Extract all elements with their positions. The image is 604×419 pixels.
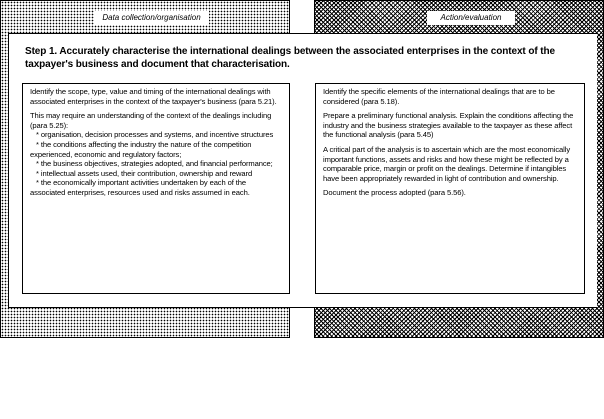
bullet-item: * intellectual assets used, their contribution, ownership and reward: [36, 168, 253, 178]
action-evaluation-label: Action/evaluation: [427, 11, 515, 25]
bullet-item: * organisation, decision processes and systems, and incentive structures: [36, 130, 274, 140]
step-title: Step 1. Accurately characterise the international dealings between the associated enterprises in the context of the taxpayer's business and document that characterisation.: [25, 46, 555, 70]
bullet-item: * the economically important activities undertaken by each of the associated enterprises, resources used and risks assumed in each.: [30, 178, 250, 197]
action-evaluation-box: [315, 83, 585, 294]
step-box: [8, 33, 597, 308]
context-intro: This may require an understanding of the context of the dealings including (para 5.25):: [30, 111, 272, 130]
identify-scope-text: Identify the scope, type, value and timing of the international dealings with associated enterprises in the context of the taxpayer's business (para 5.21).: [30, 87, 277, 106]
action-paragraph: A critical part of the analysis is to ascertain which are the most economically important functions, assets and risks and how these might be reflected by a comparable price, margin or profit on the dealings. Determine if intangibles have been appropriately rewarded in light of contribution and ownership.: [323, 144, 571, 183]
bullet-item: * the business objectives, strategies adopted, and financial performance;: [36, 159, 273, 169]
context-understanding-text: [30, 111, 283, 197]
action-paragraph: Identify the specific elements of the international dealings that are to be considered (para 5.18).: [323, 87, 555, 106]
action-paragraph: Document the process adopted (para 5.56).: [323, 188, 466, 198]
data-collection-label: Data collection/organisation: [94, 11, 209, 25]
bullet-item: * the conditions affecting the industry the nature of the competition experienced, economic and regulatory factors;: [30, 139, 252, 159]
action-paragraph: Prepare a preliminary functional analysis. Explain the conditions affecting the industry and the business strategies available to the taxpayer as these affect the functional analysis (para 5.45): [323, 111, 574, 140]
data-collection-box: [22, 83, 290, 294]
